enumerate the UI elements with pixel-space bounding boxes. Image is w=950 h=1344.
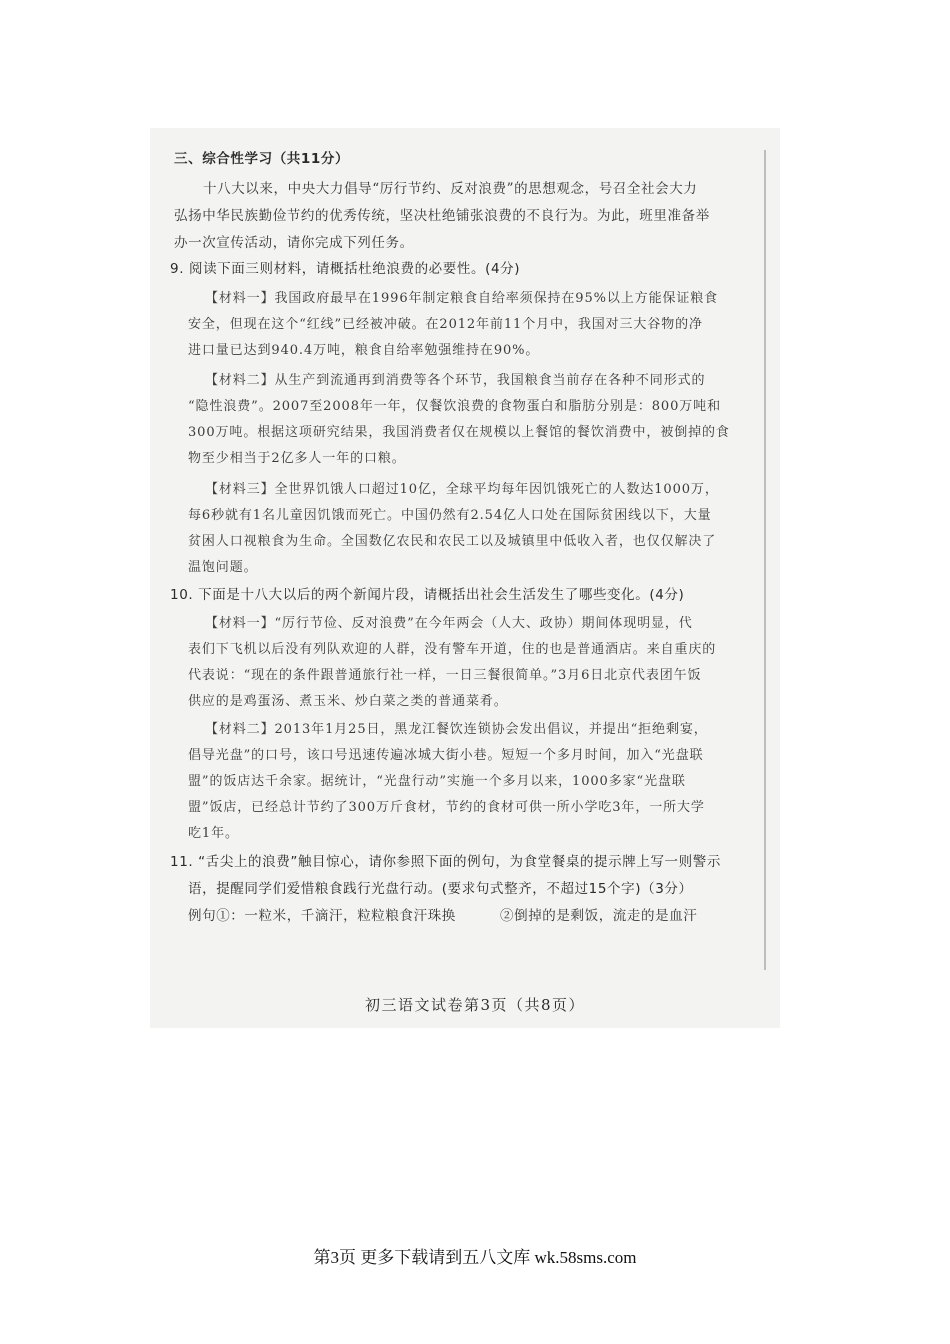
q9-material-1-line: 安全，但现在这个“红线”已经被冲破。在2012年前11个月中，我国对三大谷物的净: [188, 317, 703, 332]
question-11-stem: 语，提醒同学们爱惜粮食践行光盘行动。(要求句式整齐，不超过15个字)（3分）: [188, 881, 693, 897]
q9-material-2-line: 【材料二】从生产到流通再到消费等各个环节，我国粮食当前存在各种不同形式的: [205, 373, 706, 388]
q11-example-2: ②倒掉的是剩饭，流走的是血汗: [500, 908, 698, 924]
download-note: 第3页 更多下载请到五八文库 wk.58sms.com: [313, 1248, 637, 1267]
intro-line: 十八大以来，中央大力倡导“厉行节约、反对浪费”的思想观念，号召全社会大力: [203, 181, 698, 197]
exam-page-footer: 初三语文试卷第3页（共8页）: [364, 996, 586, 1014]
q10-material-2-line: 吃1年。: [188, 826, 239, 841]
q9-material-2-line: 300万吨。根据这项研究结果，我国消费者仅在规模以上餐馆的餐饮消费中，被倒掉的食: [188, 425, 730, 440]
question-10-stem: 10. 下面是十八大以后的两个新闻片段，请概括出社会生活发生了哪些变化。(4分): [170, 587, 685, 603]
question-11-stem: 11. “舌尖上的浪费”触目惊心，请你参照下面的例句，为食堂餐桌的提示牌上写一则警示: [170, 854, 721, 870]
q9-material-3-line: 每6秒就有1名儿童因饥饿而死亡。中国仍然有2.54亿人口处在国际贫困线以下，大量: [188, 508, 712, 523]
q9-material-1-line: 【材料一】我国政府最早在1996年制定粮食自给率须保持在95%以上方能保证粮食: [205, 291, 719, 306]
q10-material-1-line: 代表说：“现在的条件跟普通旅行社一样，一日三餐很简单。”3月6日北京代表团午饭: [188, 668, 702, 683]
q10-material-1-line: 【材料一】“厉行节俭、反对浪费”在今年两会（人大、政协）期间体现明显，代: [205, 616, 693, 631]
q10-material-1-line: 表们下飞机以后没有列队欢迎的人群，没有警车开道，住的也是普通酒店。来自重庆的: [188, 642, 717, 657]
q10-material-2-line: 盟”饭店，已经总计节约了300万斤食材，节约的食材可供一所小学吃3年，一所大学: [188, 800, 705, 815]
intro-line: 弘扬中华民族勤俭节约的优秀传统，坚决杜绝铺张浪费的不良行为。为此，班里准备举: [174, 208, 710, 224]
q9-material-2-line: “隐性浪费”。2007至2008年一年，仅餐饮浪费的食物蛋白和脂肪分别是：800万吨和: [188, 399, 721, 414]
q9-material-2-line: 物至少相当于2亿多人一年的口粮。: [188, 451, 406, 466]
q10-material-2-line: 盟”的饭店达千余家。据统计，“光盘行动”实施一个多月以来，1000多家“光盘联: [188, 774, 686, 789]
page-fold-line: [764, 150, 766, 970]
q9-material-1-line: 进口量已达到940.4万吨，粮食自给率勉强维持在90%。: [188, 343, 540, 358]
section-title: 三、综合性学习（共11分）: [174, 151, 350, 167]
question-9-stem: 9. 阅读下面三则材料，请概括杜绝浪费的必要性。(4分): [170, 261, 521, 277]
q11-example-1: 例句①：一粒米，千滴汗，粒粒粮食汗珠换: [188, 908, 456, 924]
q9-material-3-line: 贫困人口视粮食为生命。全国数亿农民和农民工以及城镇里中低收入者，也仅仅解决了: [188, 534, 717, 549]
q9-material-3-line: 【材料三】全世界饥饿人口超过10亿，全球平均每年因饥饿死亡的人数达1000万，: [205, 482, 719, 497]
q10-material-1-line: 供应的是鸡蛋汤、煮玉米、炒白菜之类的普通菜肴。: [188, 694, 508, 709]
intro-line: 办一次宣传活动，请你完成下列任务。: [174, 235, 414, 251]
q10-material-2-line: 【材料二】2013年1月25日，黑龙江餐饮连锁协会发出倡议，并提出“拒绝剩宴，: [205, 722, 708, 737]
q10-material-2-line: 倡导光盘”的口号，该口号迅速传遍冰城大街小巷。短短一个多月时间，加入“光盘联: [188, 748, 704, 763]
q9-material-3-line: 温饱问题。: [188, 560, 258, 575]
